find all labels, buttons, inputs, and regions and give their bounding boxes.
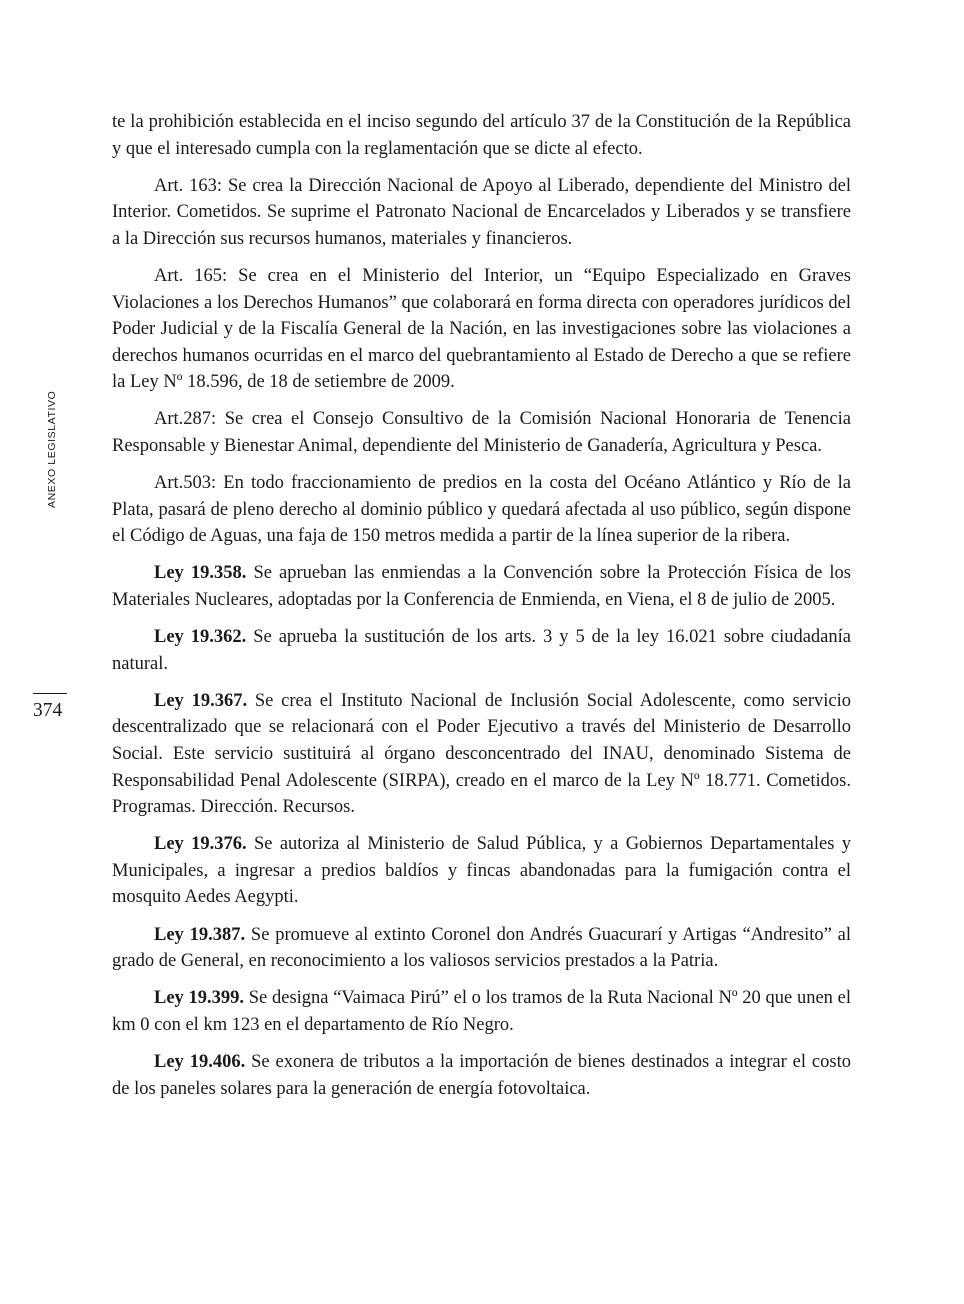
paragraph-art-163 (112, 173, 851, 253)
paragraph-text: Se autoriza al Ministerio de Salud Pública, y a Gobiernos Departamentales y Municipales, a ingresar a predios baldíos y fincas abandonadas para la fumigación contra el mosquito Aedes Aegypti. (112, 834, 851, 908)
paragraph-text: Se designa “Vaimaca Pirú” el o los tramos de la Ruta Nacional Nº 20 que unen el km 0 con el km 123 en el departamento de Río Negro. (112, 988, 851, 1035)
paragraph-text: Se exonera de tributos a la importación de bienes destinados a integrar el costo de los paneles solares para la generación de energía fotovoltaica. (112, 1051, 851, 1099)
paragraph-text: Art.287: Se crea el Consejo Consultivo de la Comisión Nacional Honoraria de Tenencia Responsable y Bienestar Animal, dependiente del Ministerio de Ganadería, Agricultura y Pesca. (112, 409, 851, 457)
law-number: Ley 19.406. (154, 1051, 246, 1072)
paragraph-art-165 (112, 263, 851, 396)
paragraph-ley-19367 (112, 688, 851, 821)
page-number-rule (33, 693, 67, 694)
paragraph-ley-19358 (112, 560, 851, 613)
paragraph-text: Art.503: En todo fraccionamiento de predios en la costa del Océano Atlántico y Río de la Plata, pasará de pleno derecho al dominio público y quedará afectada al uso público, según dispone el Código de Aguas, una faja de 150 metros medida a partir de la línea superior de la ribera. (112, 473, 851, 547)
paragraph-ley-19406 (112, 1049, 851, 1102)
paragraph-continuation (112, 109, 851, 162)
running-section-label: ANEXO LEGISLATIVO (46, 390, 58, 508)
law-number: Ley 19.387. (154, 924, 246, 945)
law-number: Ley 19.367. (154, 690, 248, 711)
paragraph-ley-19399 (112, 985, 851, 1038)
paragraph-ley-19362 (112, 624, 851, 677)
body-text (112, 109, 851, 1113)
law-number: Ley 19.399. (154, 988, 245, 1009)
paragraph-text: Art. 165: Se crea en el Ministerio del Interior, un “Equipo Especializado en Graves Violaciones a los Derechos Humanos” que colaborará en forma directa con operadores jurídicos del Poder Judicial y de la Fiscalía General de la Nación, en las investigaciones sobre las violaciones a derechos humanos ocurridas en el marco del quebrantamiento al Estado de Derecho a que se refiere la Ley Nº 18.596, de 18 de setiembre de 2009. (112, 265, 851, 393)
page-number: 374 (33, 700, 63, 721)
paragraph-ley-19387 (112, 922, 851, 975)
paragraph-art-503 (112, 470, 851, 550)
law-number: Ley 19.376. (154, 834, 247, 855)
paragraph-text: Se promueve al extinto Coronel don Andrés Guacurarí y Artigas “Andresito” al grado de General, en reconocimiento a los valiosos servicios prestados a la Patria. (112, 924, 851, 972)
paragraph-text: Se aprueban las enmiendas a la Convención sobre la Protección Física de los Materiales Nucleares, adoptadas por la Conferencia de Enmienda, en Viena, el 8 de julio de 2005. (112, 563, 851, 610)
paragraph-ley-19376 (112, 831, 851, 911)
paragraph-art-287 (112, 406, 851, 459)
paragraph-text: Se crea el Instituto Nacional de Inclusión Social Adolescente, como servicio descentralizado que se relacionará con el Poder Ejecutivo a través del Ministerio de Desarrollo Social. Este servicio sustituirá al órgano desconcentrado del INAU, denominado Sistema de Responsabilidad Penal Adolescente (SIRPA), creado en el marco de la Ley Nº 18.771. Cometidos. Programas. Dirección. Recursos. (112, 690, 852, 818)
paragraph-text: Se aprueba la sustitución de los arts. 3 y 5 de la ley 16.021 sobre ciudadanía natural. (112, 627, 851, 674)
paragraph-text: Art. 163: Se crea la Dirección Nacional de Apoyo al Liberado, dependiente del Ministro del Interior. Cometidos. Se suprime el Patronato Nacional de Encarcelados y Liberados y se transfiere a la Dirección sus recursos humanos, materiales y financieros. (112, 175, 851, 249)
law-number: Ley 19.362. (154, 627, 247, 648)
paragraph-text: te la prohibición establecida en el inciso segundo del artículo 37 de la Constitución de la República y que el interesado cumpla con la reglamentación que se dicte al efecto. (112, 112, 851, 159)
law-number: Ley 19.358. (154, 563, 247, 584)
